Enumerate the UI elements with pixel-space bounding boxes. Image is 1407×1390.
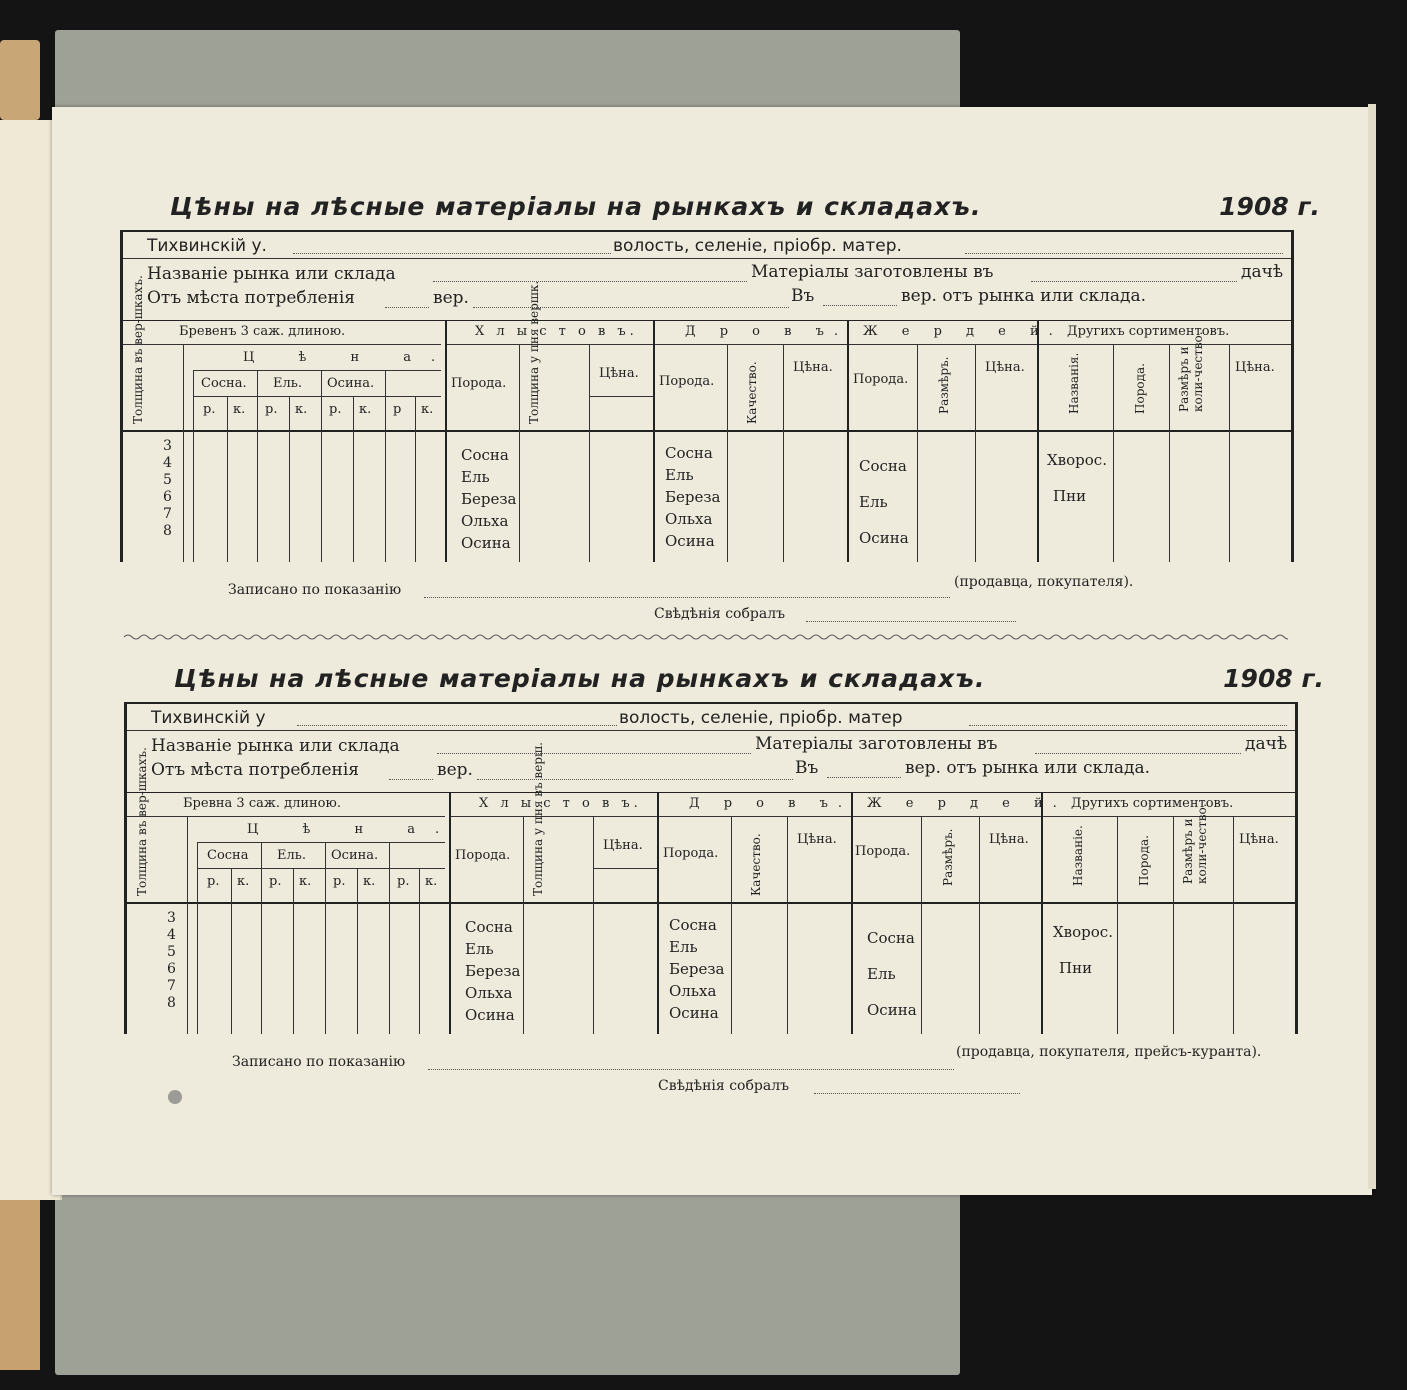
price-spaced: Ц ѣ н а. — [247, 822, 460, 837]
rk-label: р. — [265, 402, 278, 417]
price-form-2 — [124, 664, 1324, 1104]
other-items: Хворос. Пни — [1047, 451, 1107, 505]
breed-label: Порода. — [663, 846, 719, 861]
fill-line — [385, 306, 429, 308]
breed-label: Порода. — [1137, 835, 1151, 886]
breed-label: Порода. — [455, 848, 511, 863]
price-label: Цѣна. — [599, 366, 639, 381]
breed-label: Порода. — [853, 372, 909, 387]
dacha-label: дачѣ — [1241, 262, 1284, 282]
ver-label: вер. — [433, 288, 469, 308]
rk-label: р. — [333, 874, 346, 889]
materials-label: Матеріалы заготовлены въ — [755, 734, 998, 754]
quality-label: Качество. — [745, 361, 759, 424]
names-label: Названія. — [1067, 352, 1081, 414]
whips-header: Х л ы с т о в ъ. — [479, 796, 642, 811]
price-label: Цѣна. — [1239, 832, 1279, 847]
breed-label: Порода. — [1133, 363, 1147, 414]
fill-line — [424, 596, 950, 598]
rk-label: к. — [295, 402, 308, 417]
rk-label: р — [393, 402, 402, 417]
price-label: Цѣна. — [603, 838, 643, 853]
recorded-label: Записано по показанію — [228, 582, 402, 598]
other-header: Другихъ сортиментовъ. — [1071, 796, 1234, 811]
rk-label: к. — [359, 402, 372, 417]
dacha-label: дачѣ — [1245, 734, 1288, 754]
fill-line — [389, 778, 433, 780]
size-label: Размѣръ. — [937, 356, 951, 414]
species-pine: Сосна — [207, 848, 249, 863]
distance-label: Отъ мѣста потребленія — [151, 760, 360, 780]
ver-from-label: вер. отъ рынка или склада. — [901, 286, 1147, 306]
fill-line — [297, 724, 617, 726]
species-aspen: Осина. — [331, 848, 379, 863]
form-year: 1908 г. — [1223, 664, 1324, 693]
poles-header: Ж е р д е й. — [867, 796, 1067, 811]
left-binding-tab-bottom — [0, 1200, 40, 1370]
logs-header: Бревна 3 саж. длиною. — [183, 796, 341, 811]
left-binding-tab — [0, 40, 40, 120]
rk-label: к. — [237, 874, 250, 889]
names-label: Названіе. — [1071, 825, 1085, 886]
fill-line — [969, 724, 1287, 726]
v-label: Въ — [795, 758, 819, 778]
fill-line — [293, 252, 611, 254]
fill-line — [477, 778, 793, 780]
form-title: Цѣны на лѣсные матеріалы на рынкахъ и складахъ. — [174, 664, 986, 693]
breed-label: Порода. — [855, 844, 911, 859]
whips-header: Х л ы с т о в ъ. — [475, 324, 638, 339]
rk-label: р. — [397, 874, 410, 889]
collected-label: Свѣдѣнія собралъ — [658, 1078, 789, 1094]
rk-label: к. — [299, 874, 312, 889]
fill-line — [1035, 752, 1241, 754]
price-label: Цѣна. — [985, 360, 1025, 375]
quality-label: Качество. — [749, 833, 763, 896]
ink-blot — [168, 1090, 182, 1104]
fill-line — [827, 776, 901, 778]
fill-line — [428, 1068, 954, 1070]
ver-label: вер. — [437, 760, 473, 780]
volost-label: волость, селеніе, пріобр. матер. — [613, 236, 902, 256]
firewood-header: Д р о в ъ. — [689, 796, 852, 811]
rk-label: р. — [269, 874, 282, 889]
recorded-suffix: (продавца, покупателя). — [954, 574, 1134, 590]
price-label: Цѣна. — [797, 832, 837, 847]
species-spruce: Ель. — [273, 376, 302, 391]
separator-wave — [124, 632, 1288, 642]
v-label: Въ — [791, 286, 815, 306]
market-label: Названіе рынка или склада — [147, 264, 396, 284]
poles-species: Сосна Ель Осина — [867, 929, 917, 1019]
whips-species: Сосна Ель Береза Ольха Осина — [465, 918, 521, 1024]
breed-label: Порода. — [659, 374, 715, 389]
species-pine: Сосна. — [201, 376, 247, 391]
firewood-species: Сосна Ель Береза Ольха Осина — [665, 444, 721, 550]
other-header: Другихъ сортиментовъ. — [1067, 324, 1230, 339]
recorded-suffix: (продавца, покупателя, прейсъ-куранта). — [956, 1044, 1262, 1060]
sheet-edge — [1368, 104, 1376, 1189]
price-form-1 — [120, 192, 1320, 632]
form-year: 1908 г. — [1219, 192, 1320, 221]
firewood-species: Сосна Ель Береза Ольха Осина — [669, 916, 725, 1022]
form-header — [124, 702, 1298, 794]
price-label: Цѣна. — [793, 360, 833, 375]
poles-header: Ж е р д е й. — [863, 324, 1063, 339]
fill-line — [437, 752, 751, 754]
poles-species: Сосна Ель Осина — [859, 457, 909, 547]
stump-label: Толщина у пня вершк. — [527, 280, 541, 424]
firewood-header: Д р о в ъ. — [685, 324, 848, 339]
size-qty-label: Размѣръ и коли-чество. — [1177, 331, 1205, 412]
thickness-values: 3 4 5 6 7 8 — [167, 910, 176, 1011]
distance-label: Отъ мѣста потребленія — [147, 288, 356, 308]
fill-line — [823, 304, 897, 306]
ver-from-label: вер. отъ рынка или склада. — [905, 758, 1151, 778]
price-spaced: Ц ѣ н а. — [243, 350, 456, 365]
thickness-label: Толщина въ вер-шкахъ. — [131, 275, 145, 424]
breed-label: Порода. — [451, 376, 507, 391]
rk-label: к. — [425, 874, 438, 889]
fill-line — [965, 252, 1283, 254]
district-label: Тихвинскій у. — [147, 236, 267, 256]
rk-label: к. — [233, 402, 246, 417]
recorded-label: Записано по показанію — [232, 1054, 406, 1070]
price-label: Цѣна. — [1235, 360, 1275, 375]
rk-label: р. — [207, 874, 220, 889]
fill-line — [806, 620, 1016, 622]
rk-label: р. — [329, 402, 342, 417]
other-items: Хворос. Пни — [1053, 923, 1113, 977]
stump-label: Толщина у пня въ верш. — [531, 742, 545, 896]
fill-line — [473, 306, 789, 308]
species-spruce: Ель. — [277, 848, 306, 863]
rk-label: к. — [363, 874, 376, 889]
price-label: Цѣна. — [989, 832, 1029, 847]
form-header — [120, 230, 1294, 322]
whips-species: Сосна Ель Береза Ольха Осина — [461, 446, 517, 552]
rk-label: р. — [203, 402, 216, 417]
fill-line — [814, 1092, 1020, 1094]
rk-label: к. — [421, 402, 434, 417]
form-title: Цѣны на лѣсные матеріалы на рынкахъ и складахъ. — [170, 192, 982, 221]
district-label: Тихвинскій у — [151, 708, 266, 728]
materials-label: Матеріалы заготовлены въ — [751, 262, 994, 282]
logs-header: Бревенъ 3 саж. длиною. — [179, 324, 346, 339]
thickness-label: Толщина въ вер-шкахъ. — [135, 747, 149, 896]
fill-line — [1031, 280, 1237, 282]
market-label: Названіе рынка или склада — [151, 736, 400, 756]
size-qty-label: Размѣръ и коли-чество. — [1181, 803, 1209, 884]
fill-line — [433, 280, 747, 282]
collected-label: Свѣдѣнія собралъ — [654, 606, 785, 622]
species-aspen: Осина. — [327, 376, 375, 391]
thickness-values: 3 4 5 6 7 8 — [163, 438, 172, 539]
size-label: Размѣръ. — [941, 828, 955, 886]
volost-label: волость, селеніе, пріобр. матер — [619, 708, 903, 728]
